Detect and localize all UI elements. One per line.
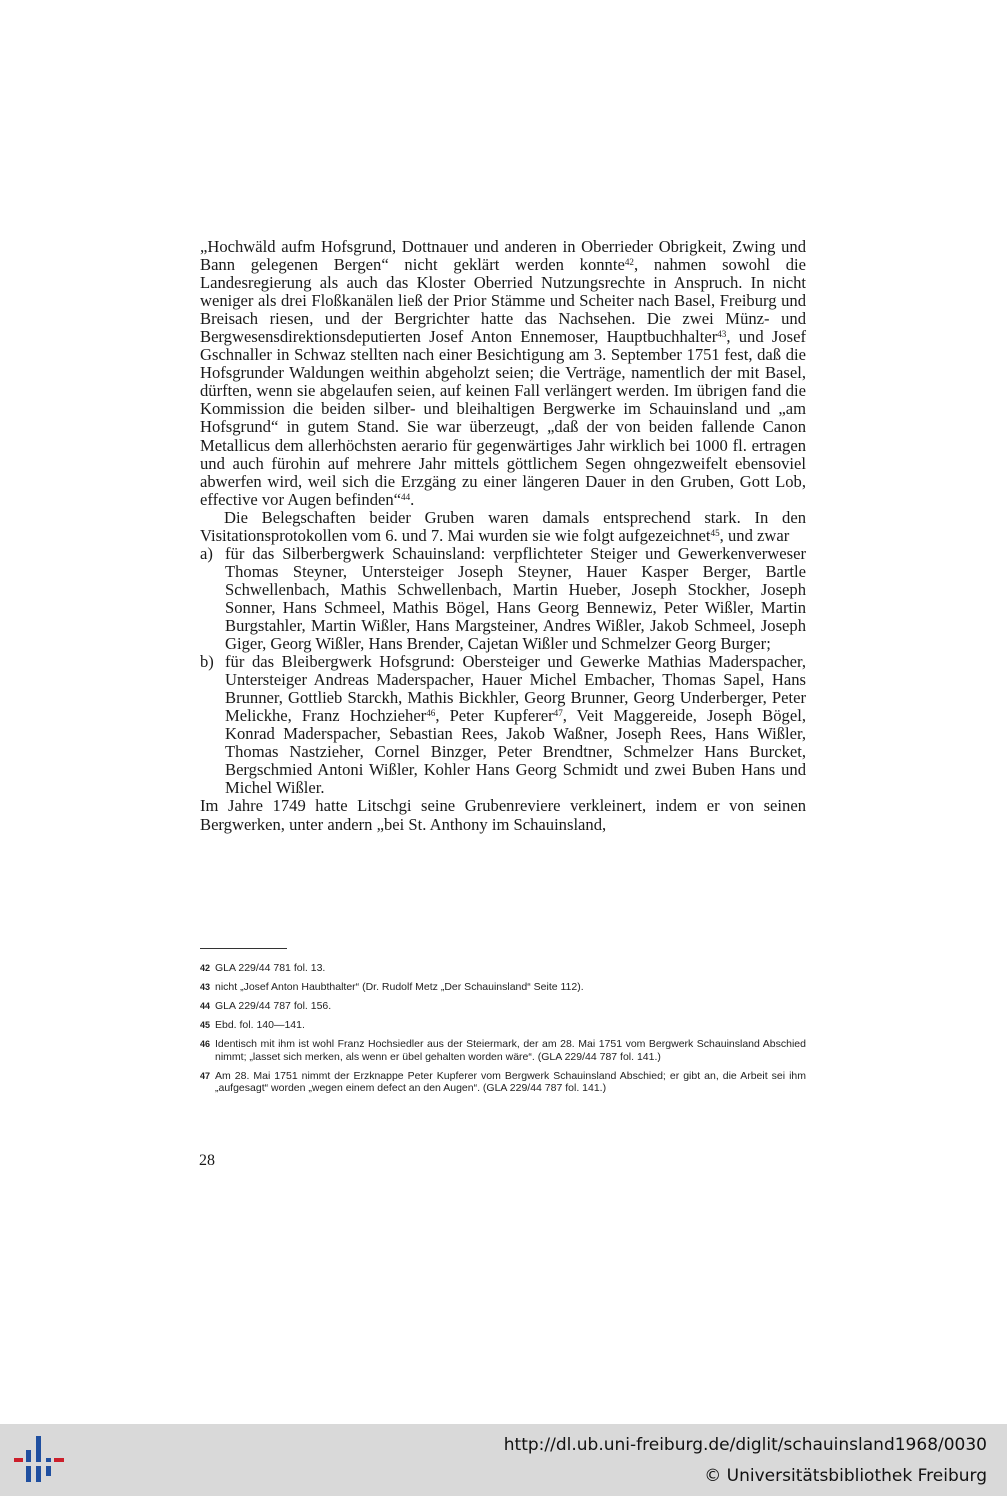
footnote: 45 Ebd. fol. 140—141. [200, 1018, 305, 1031]
footnote-ref[interactable]: 47 [553, 708, 563, 719]
list-marker: a) [200, 543, 213, 563]
footnote-ref[interactable]: 42 [624, 257, 634, 268]
copyright-notice: © Universitätsbibliothek Freiburg [704, 1466, 987, 1486]
paragraph: Die Belegschaften beider Gruben waren damals entsprechend stark. In den Visitationsprotokollen vom 6. und 7. Mai wurden sie wie folgt aufgezeichnet$^{45}$, und zwar [200, 507, 806, 545]
footnote-ref[interactable]: 43 [717, 329, 727, 340]
footnote: 43 nicht „Josef Anton Haubthalter“ (Dr. Rudolf Metz „Der Schauinsland“ Seite 112). [200, 980, 584, 993]
main-text [200, 238, 806, 834]
workers-list [200, 545, 806, 798]
footnote: 46 Identisch mit ihm ist wohl Franz Hochsiedler aus der Steiermark, der am 28. Mai 1751 vom Bergwerk Schauinsland Abschied nimmt; „lasset sich merken, als wenn er übel gehalten worden wäre“. (GLA 229/44 787 fol. 141.) [200, 1037, 806, 1063]
list-item: b) für das Bleibergwerk Hofsgrund: Obersteiger und Gewerke Mathias Maderspacher, Untersteiger Andreas Maderspacher, Hauer Michel Embacher, Thomas Sapel, Hans Brunner, Gottlieb Starckh, Mathis Bickhler, Georg Brunner, Georg Underberger, Peter Melickhe, Franz Hochzieher$^{46}$, Peter Kupferer$^{47}$, Veit Maggereide, Joseph Bögel, Konrad Maderspacher, Sebastian Rees, Jakob Waßner, Joseph Rees, Hans Wißler, Thomas Nastzieher, Cornel Binzger, Peter Brendtner, Schmelzer Hans Burcket, Bergschmied Antoni Wißler, Kohler Hans Georg Schmidt und zwei Buben Hans und Michel Wißler. [200, 652, 806, 798]
footnote: 44 GLA 229/44 787 fol. 156. [200, 999, 332, 1012]
footnote: 47 Am 28. Mai 1751 nimmt der Erzknappe Peter Kupferer vom Bergwerk Schauinsland Abschied; er gibt an, die Arbeit sei ihm „aufgesagt“ worden „wegen einem defect an den Augen“. (GLA 229/44 787 fol. 141.) [200, 1069, 806, 1095]
source-url [504, 1435, 987, 1455]
library-logo-icon[interactable] [14, 1436, 64, 1484]
footnote-divider [200, 948, 287, 949]
footnote: 42 GLA 229/44 781 fol. 13. [200, 962, 326, 974]
source-link[interactable]: http://dl.ub.uni-freiburg.de/diglit/schauinsland1968/0030 [503, 1435, 987, 1455]
footnotes [200, 962, 806, 1101]
page-number: 28 [199, 1152, 215, 1169]
list-item: a) für das Silberbergwerk Schauinsland: verpflichteter Steiger und Gewerkenverweser Thomas Steyner, Untersteiger Joseph Steyner, Hauer Kasper Berger, Bartle Schwellenbach, Mathis Schwellenbach, Martin Hueber, Joseph Stockher, Joseph Sonner, Hans Schmeel, Mathis Bögel, Hans Georg Bennewiz, Peter Wißler, Martin Burgstahler, Martin Wißler, Hans Margsteiner, Andres Wißler, Jakob Schmeel, Joseph Giger, Georg Wißler, Hans Brender, Cajetan Wißler und Schmelzer Georg Burger; [200, 543, 806, 654]
paragraph: „Hochwäld aufm Hofsgrund, Dottnauer und anderen in Oberrieder Obrigkeit, Zwing und Bann gelegenen Bergen“ nicht geklärt werden konnte$^{42}$, nahmen sowohl die Landesregierung als auch das Kloster Oberried Nutzungsrechte in Anspruch. In nicht weniger als drei Floßkanälen ließ der Prior Stämme und Scheiter nach Basel, Freiburg und Breisach riesen, und der Bergrichter hatte das Nachsehen. Die zwei Münz- und Bergwesensdirektionsdeputierten Josef Anton Ennemoser, Hauptbuchhalter$^{43}$, und Josef Gschnaller in Schwaz stellten nach einer Besichtigung am 3. September 1751 fest, daß die Hofsgrunder Waldungen weithin abgeholzt seien; die Verträge, namentlich der mit Basel, dürften, wenn sie abgelaufen seien, auf keinen Fall verlängert werden. Im übrigen fand die Kommission die beiden silber- und bleihaltigen Bergwerke im Schauinsland und „am Hofsgrund“ in gutem Stand. Sie war überzeugt, „daß der von beiden fallende Canon Metallicus dem allerhöchsten aerario für gegenwärtiges Jahr wirklich bei 1000 fl. ertragen und auch fürohin auf mehrere Jahr mittels göttlichem Segen ohngezweifelt ebensoviel abwerfen wird, weil sich die Erzgäng zu einer längeren Dauer in den Gruben, Gott Lob, effective vor Augen befinden“$^{44}$. [200, 237, 806, 509]
footnote-ref[interactable]: 44 [401, 491, 411, 502]
footnote-ref[interactable]: 45 [710, 527, 720, 538]
paragraph: Im Jahre 1749 hatte Litschgi seine Grubenreviere verkleinert, indem er von seinen Bergwerken, unter andern „bei St. Anthony im Schauinsland, [200, 796, 806, 834]
footer-bar [0, 1424, 1007, 1496]
list-marker: b) [200, 652, 214, 672]
footnote-ref[interactable]: 46 [426, 708, 436, 719]
